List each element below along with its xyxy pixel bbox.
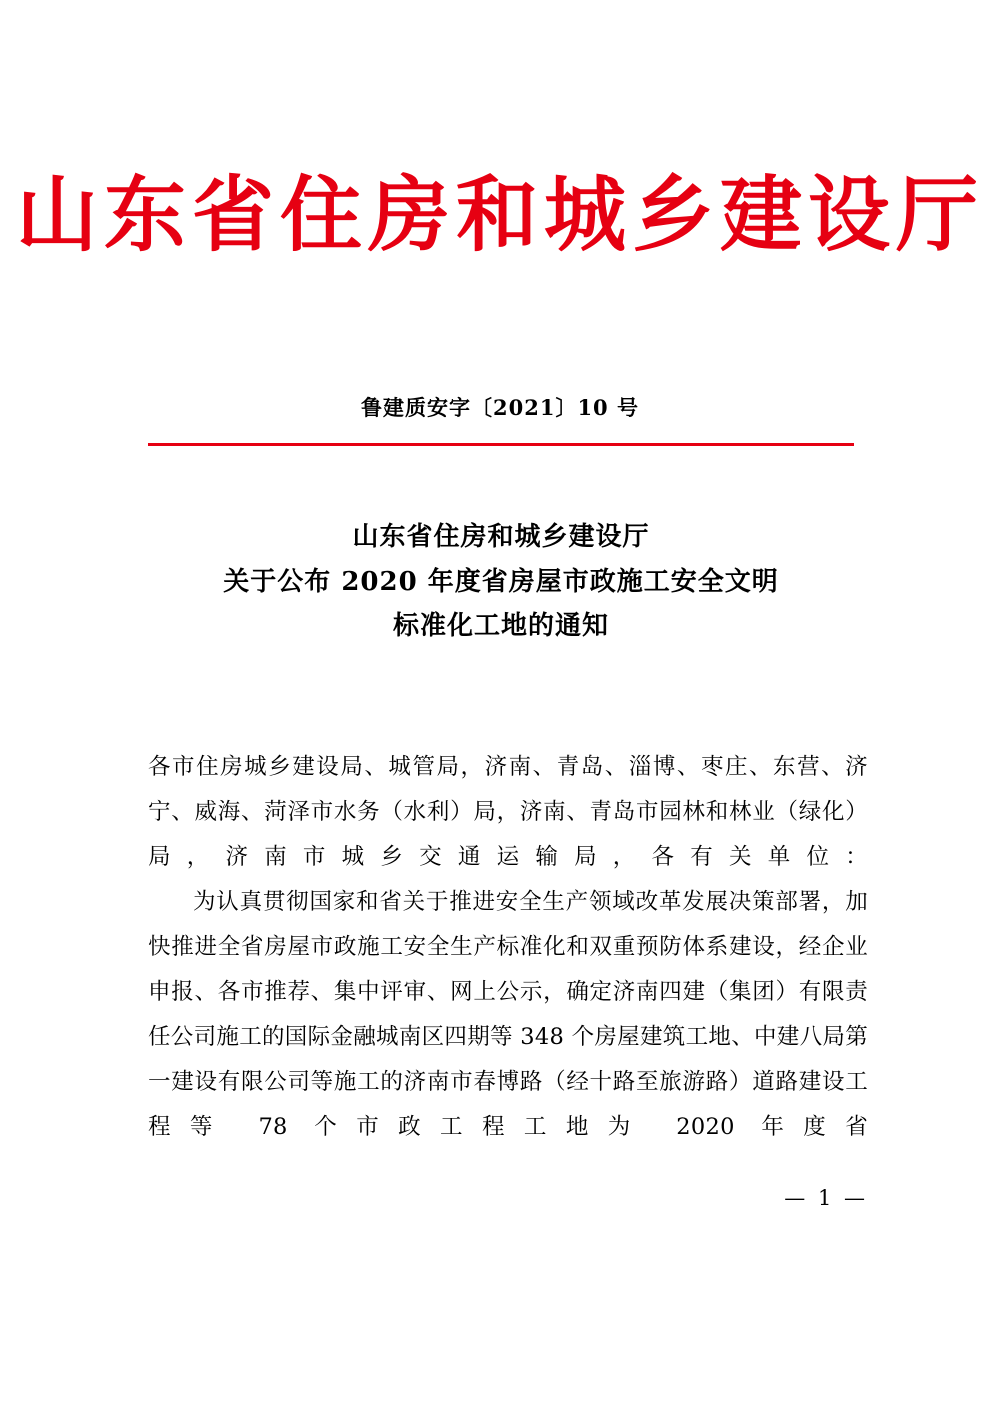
masthead-title: 山东省住房和城乡建设厅 — [15, 167, 984, 263]
notice-title-line-3: 标准化工地的通知 — [392, 611, 609, 642]
body-paragraph-main: 为认真贯彻国家和省关于推进安全生产领域改革发展决策部署，加快推进全省房屋市政施工安全生产标准化和双重预防体系建设，经企业申报、各市推荐、集中评审、网上公示，确定济南四建（集团）有限责任公司施工的国际金融城南区四期等 348 个房屋建筑工地、中建八局第一建设有限公司等施工的济南市春博路（经十路至旅游路）道路建设工程等 78 个市政工程工地为 2020 年度省 — [148, 889, 868, 1140]
notice-body — [148, 745, 868, 1150]
notice-title — [148, 515, 854, 649]
body-paragraph-recipients: 各市住房城乡建设局、城管局，济南、青岛、淄博、枣庄、东营、济宁、威海、菏泽市水务（水利）局，济南、青岛市园林和林业（绿化）局，济南市城乡交通运输局，各有关单位： — [148, 754, 868, 870]
page-number: — 1 — — [784, 1186, 868, 1210]
notice-title-line-2: 关于公布 2020 年度省房屋市政施工安全文明 — [223, 566, 779, 597]
red-separator-rule — [148, 443, 854, 446]
notice-title-line-1: 山东省住房和城乡建设厅 — [352, 522, 650, 552]
document-number: 鲁建质安字〔2021〕10 号 — [361, 395, 639, 420]
